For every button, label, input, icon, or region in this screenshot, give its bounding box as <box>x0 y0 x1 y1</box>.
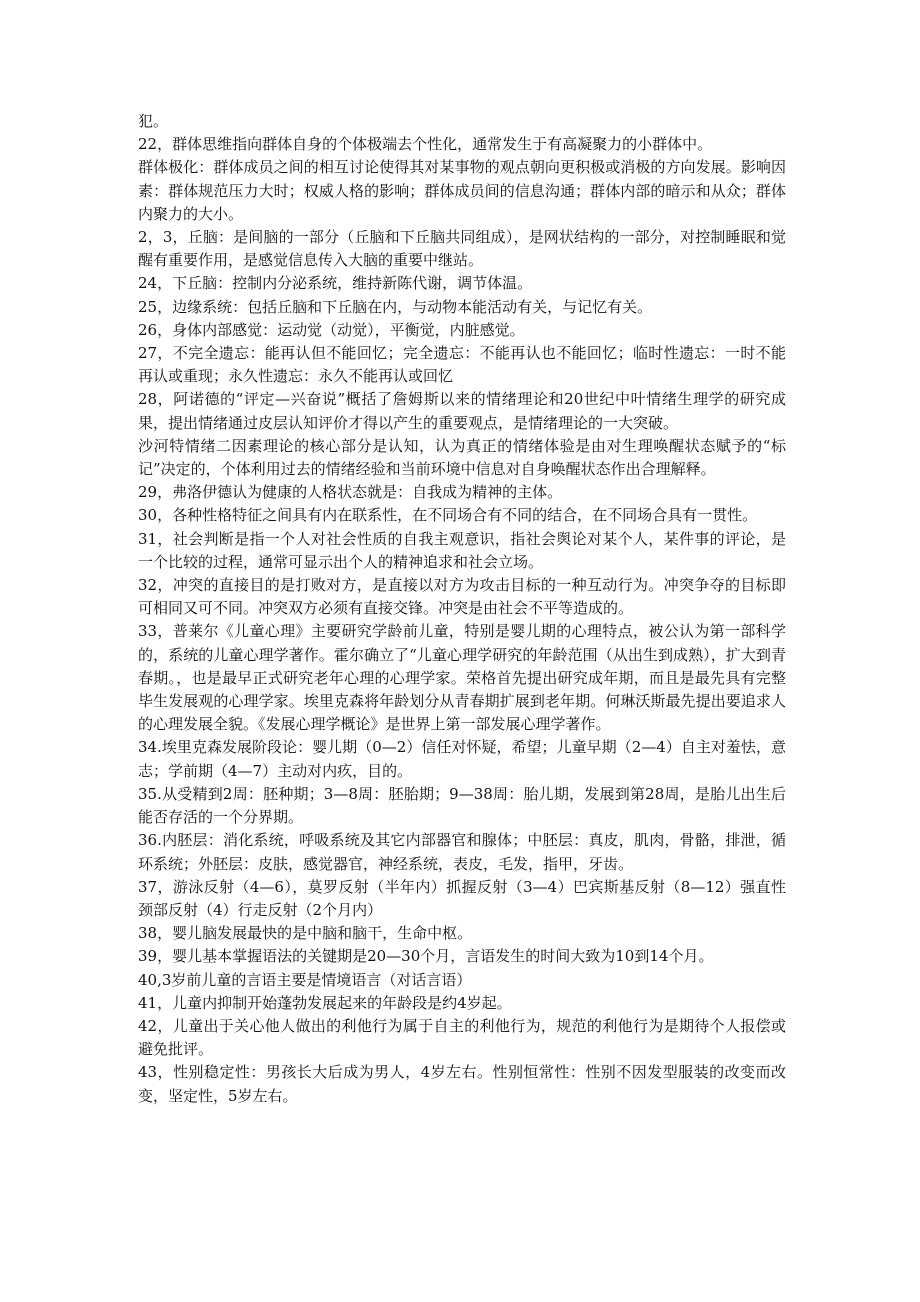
paragraph-24: 43，性别稳定性：男孩长大后成为男人，4岁左右。性别恒常性：性别不因发型服装的改变而改变，坚定性，5岁左右。 <box>138 1063 786 1105</box>
paragraph-12: 31，社会判断是指一个人对社会性质的自我主观意识，指社会舆论对某个人，某件事的评论，是一个比较的过程，通常可显示出个人的精神追求和社会立场。 <box>138 529 786 571</box>
paragraph-19: 38，婴儿脑发展最快的是中脑和脑干，生命中枢。 <box>138 924 473 943</box>
paragraph-3: 2，3，丘脑：是间脑的一部分（丘脑和下丘脑共同组成），是网状结构的一部分，对控制睡眠和觉醒有重要作用，是感觉信息传入大脑的重要中继站。 <box>138 228 786 270</box>
paragraph-13: 32，冲突的直接目的是打败对方，是直接以对方为攻击目标的一种互动行为。冲突争夺的目标即可相同又可不同。冲突双方必须有直接交锋。冲突是由社会不平等造成的。 <box>138 576 786 618</box>
paragraph-0: 犯。 <box>138 112 169 130</box>
paragraph-22: 41，儿童内抑制开始蓬勃发展起来的年龄段是约4岁起。 <box>138 993 512 1012</box>
paragraph-1: 22，群体思维指向群体自身的个体极端去个性化，通常发生于有高凝聚力的小群体中。 <box>138 135 713 154</box>
paragraph-9: 沙河特情绪二因素理论的核心部分是认知，认为真正的情绪体验是由对生理唤醒状态赋予的“标记”决定的，个体利用过去的情绪经验和当前环境中信息对自身唤醒状态作出合理解释。 <box>138 436 786 479</box>
paragraph-20: 39，婴儿基本掌握语法的关键期是20—30个月，言语发生的时间大致为10到14个月。 <box>138 947 714 966</box>
paragraph-7: 27，不完全遗忘：能再认但不能回忆；完全遗忘：不能再认也不能回忆；临时性遗忘：一时不能再认或重现；永久性遗忘：永久不能再认或回忆 <box>138 344 786 386</box>
paragraph-16: 35.从受精到2周：胚种期；3—8周：胚胎期；9—38周：胎儿期，发展到第28周，是胎儿出生后能否存活的一个分界期。 <box>138 784 786 827</box>
paragraph-8: 28，阿诺德的“评定—兴奋说”概括了詹姆斯以来的情绪理论和20世纪中叶情绪生理学的研究成果，提出情绪通过皮层认知评价才得以产生的重要观点，是情绪理论的一大突破。 <box>138 390 786 432</box>
paragraph-6: 26，身体内部感觉：运动觉（动觉），平衡觉，内脏感觉。 <box>138 320 525 339</box>
paragraph-21: 40,3岁前儿童的言语主要是情境语言（对话言语） <box>138 970 472 989</box>
paragraph-10: 29，弗洛伊德认为健康的人格状态就是：自我成为精神的主体。 <box>138 483 563 502</box>
paragraph-18: 37，游泳反射（4—6），莫罗反射（半年内）抓握反射（3—4）巴宾斯基反射（8—12）强直性颈部反射（4）行走反射（2个月内） <box>138 877 786 919</box>
paragraph-15: 34.埃里克森发展阶段论：婴儿期（0—2）信任对怀疑，希望；儿童早期（2—4）自主对羞怯，意志；学前期（4—7）主动对内疚，目的。 <box>138 738 786 780</box>
paragraph-11: 30，各种性格特征之间具有内在联系性，在不同场合有不同的结合，在不同场合具有一贯性。 <box>138 506 758 525</box>
paragraph-14: 33，普莱尔《儿童心理》主要研究学龄前儿童，特别是婴儿期的心理特点，被公认为第一部科学的，系统的儿童心理学著作。霍尔确立了“儿童心理学研究的年龄范围（从出生到成熟），扩大到青春期。，也是最早正式研究老年心理的心理学家。荣格首先提出研究成年期，而且是最先具有完整毕生发展观的心理学家。埃里克森将年龄划分从青春期扩展到老年期。何琳沃斯最先提出要追求人的心理发展全貌。《发展心理学概论》是世界上第一部发展心理学著作。 <box>138 622 786 734</box>
paragraph-4: 24，下丘脑：控制内分泌系统，维持新陈代谢，调节体温。 <box>138 274 533 293</box>
document-page <box>138 110 786 1108</box>
paragraph-5: 25，边缘系统：包括丘脑和下丘脑在内，与动物本能活动有关，与记忆有关。 <box>138 297 653 316</box>
paragraph-17: 36.内胚层：消化系统，呼吸系统及其它内部器官和腺体；中胚层：真皮，肌肉，骨骼，排泄，循环系统；外胚层：皮肤，感觉器官，神经系统，表皮，毛发，指甲，牙齿。 <box>138 831 786 873</box>
paragraph-2: 群体极化：群体成员之间的相互讨论使得其对某事物的观点朝向更积极或消极的方向发展。影响因素：群体规范压力大时；权威人格的影响；群体成员间的信息沟通；群体内部的暗示和从众；群体内聚力的大小。 <box>138 158 786 223</box>
paragraph-23: 42，儿童出于关心他人做出的利他行为属于自主的利他行为，规范的利他行为是期待个人报偿或避免批评。 <box>138 1016 786 1059</box>
